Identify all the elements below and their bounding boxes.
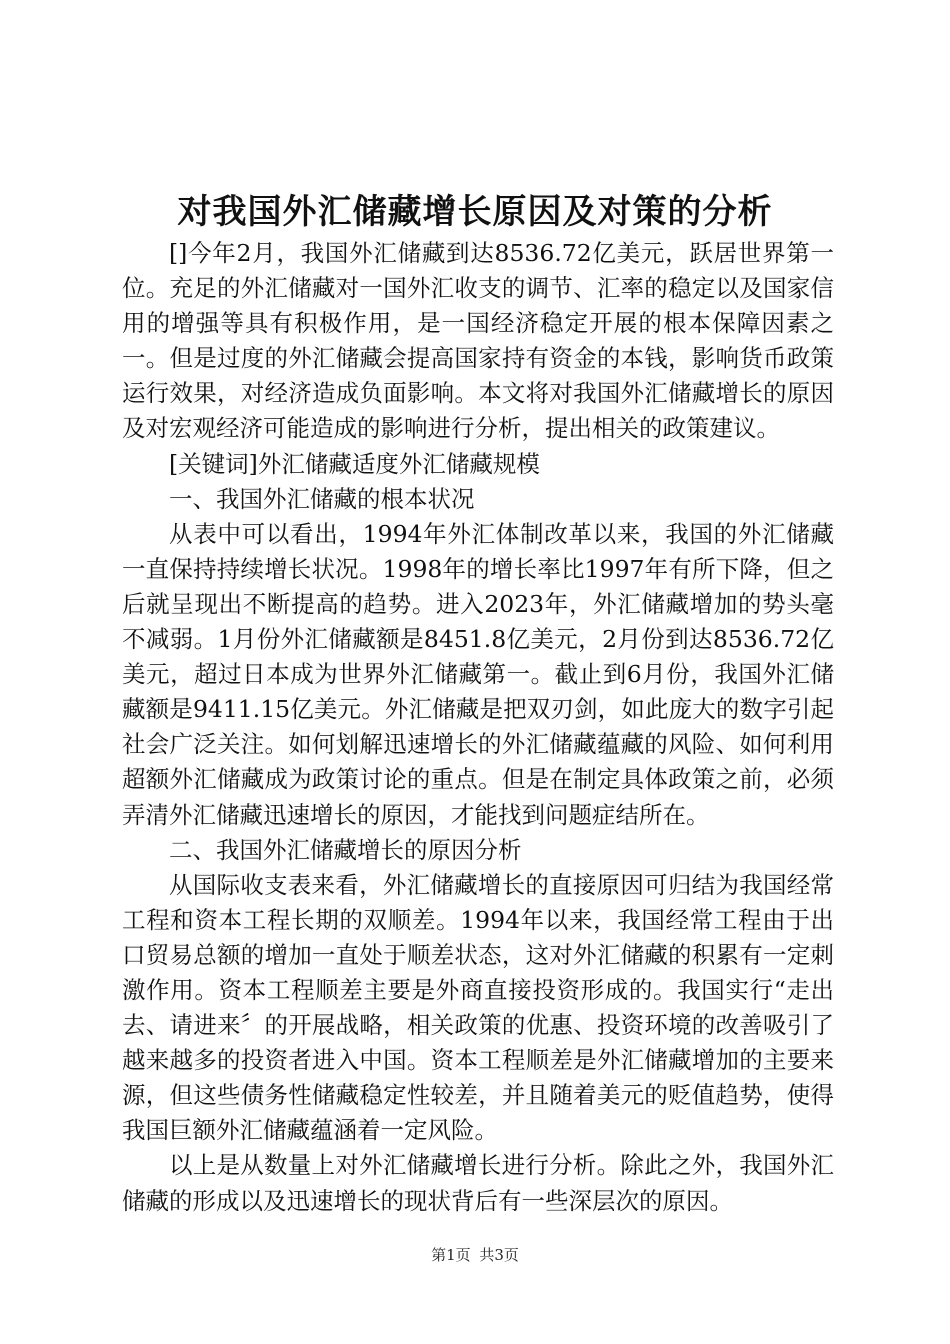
abstract-paragraph: []今年2月，我国外汇储藏到达8536.72亿美元，跃居世界第一位。充足的外汇储藏对一国外汇收支的调节、汇率的稳定以及国家信用的增强等具有积极作用，是一国经济稳定开展的根本保障因素之一。但是过度的外汇储藏会提高国家持有资金的本钱，影响货币政策运行效果，对经济造成负面影响。本文将对我国外汇储藏增长的原因及对宏观经济可能造成的影响进行分析，提出相关的政策建议。 <box>122 239 834 443</box>
body-paragraph: 以上是从数量上对外汇储藏增长进行分析。除此之外，我国外汇储藏的形成以及迅速增长的现状背后有一些深层次的原因。 <box>122 1151 834 1215</box>
section-heading-1: 一、我国外汇储藏的根本状况 <box>169 484 475 513</box>
document-title: 对我国外汇储藏增长原因及对策的分析 <box>177 192 773 232</box>
page-number: 第1页 <box>431 1246 471 1264</box>
document-body <box>122 236 834 1219</box>
page-footer <box>0 1244 950 1265</box>
body-paragraph: 从国际收支表来看，外汇储藏增长的直接原因可归结为我国经常工程和资本工程长期的双顺差。1994年以来，我国经常工程由于出口贸易总额的增加一直处于顺差状态，这对外汇储藏的积累有一定刺激作用。资本工程顺差主要是外商直接投资形成的。我国实行“走出去、请进来〞的开展战略，相关政策的优惠、投资环境的改善吸引了越来越多的投资者进入中国。资本工程顺差是外汇储藏增加的主要来源，但这些债务性储藏稳定性较差，并且随着美元的贬值趋势，使得我国巨额外汇储藏蕴涵着一定风险。 <box>122 870 834 1145</box>
body-paragraph: 从表中可以看出，1994年外汇体制改革以来，我国的外汇储藏一直保持持续增长状况。1998年的增长率比1997年有所下降，但之后就呈现出不断提高的趋势。进入2023年，外汇储藏增加的势头毫不减弱。1月份外汇储藏额是8451.8亿美元，2月份到达8536.72亿美元，超过日本成为世界外汇储藏第一。截止到6月份，我国外汇储藏额是9411.15亿美元。外汇储藏是把双刃剑，如此庞大的数字引起社会广泛关注。如何划解迅速增长的外汇储藏蕴藏的风险、如何利用超额外汇储藏成为政策讨论的重点。但是在制定具体政策之前，必须弄清外汇储藏迅速增长的原因，才能找到问题症结所在。 <box>122 519 834 829</box>
keywords-line: [关键词]外汇储藏适度外汇储藏规模 <box>169 449 540 478</box>
section-heading-2: 二、我国外汇储藏增长的原因分析 <box>169 835 522 864</box>
page-total: 共3页 <box>479 1246 519 1264</box>
